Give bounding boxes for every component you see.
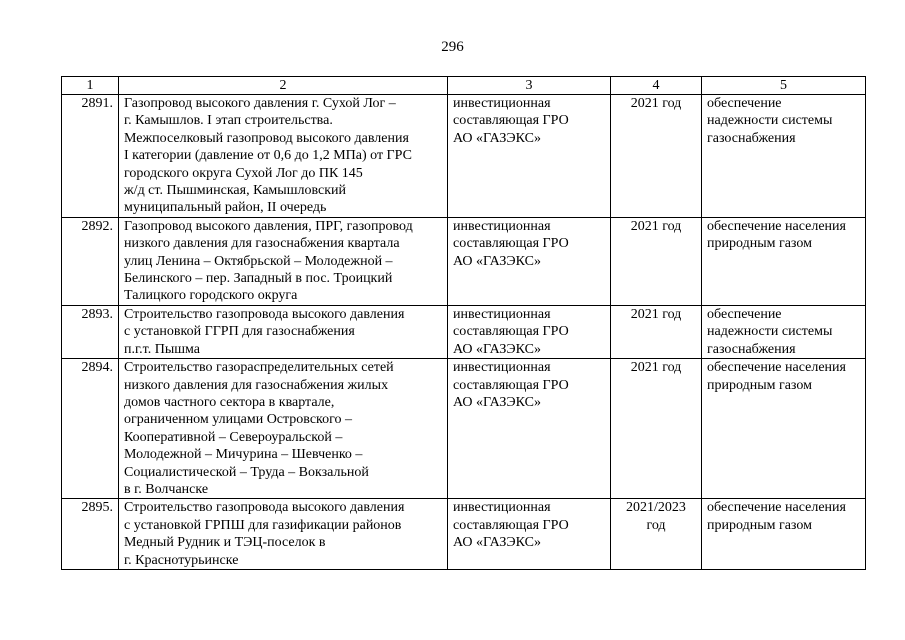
table-row	[62, 359, 866, 499]
funding-source-cell: инвестиционная составляющая ГРО АО «ГАЗЭКС»	[448, 305, 611, 358]
purpose-cell: обеспечение надежности системы газоснабжения	[702, 95, 866, 218]
description-cell: Строительство газопровода высокого давления с установкой ГРПШ для газификации районов Медный Рудник и ТЭЦ-поселок в г. Краснотурьинске	[119, 499, 448, 570]
purpose-cell: обеспечение населения природным газом	[702, 217, 866, 305]
table-body	[62, 95, 866, 570]
year-cell: 2021 год	[611, 95, 702, 218]
row-number-cell: 2891.	[62, 95, 119, 218]
year-cell: 2021 год	[611, 217, 702, 305]
funding-source-cell: инвестиционная составляющая ГРО АО «ГАЗЭКС»	[448, 95, 611, 218]
row-number-cell: 2893.	[62, 305, 119, 358]
table-header-row	[62, 77, 866, 95]
funding-source-cell: инвестиционная составляющая ГРО АО «ГАЗЭКС»	[448, 217, 611, 305]
row-number-cell: 2895.	[62, 499, 119, 570]
document-table	[61, 76, 866, 570]
column-header-2: 2	[119, 77, 448, 95]
description-cell: Газопровод высокого давления, ПРГ, газопровод низкого давления для газоснабжения квартала улиц Ленина – Октябрьской – Молодежной – Белинского – пер. Западный в пос. Троицкий Талицкого городского округа	[119, 217, 448, 305]
purpose-cell: обеспечение населения природным газом	[702, 359, 866, 499]
description-cell: Газопровод высокого давления г. Сухой Лог – г. Камышлов. I этап строительства. Межпоселковый газопровод высокого давления I категории (давление от 0,6 до 1,2 МПа) от ГРС городского округа Сухой Лог до ПК 145 ж/д ст. Пышминская, Камышловский муниципальный район, II очередь	[119, 95, 448, 218]
table-row	[62, 217, 866, 305]
table-row	[62, 305, 866, 358]
column-header-3: 3	[448, 77, 611, 95]
table-row	[62, 95, 866, 218]
purpose-cell: обеспечение надежности системы газоснабжения	[702, 305, 866, 358]
row-number-cell: 2894.	[62, 359, 119, 499]
row-number-cell: 2892.	[62, 217, 119, 305]
column-header-4: 4	[611, 77, 702, 95]
column-header-5: 5	[702, 77, 866, 95]
funding-source-cell: инвестиционная составляющая ГРО АО «ГАЗЭКС»	[448, 499, 611, 570]
funding-source-cell: инвестиционная составляющая ГРО АО «ГАЗЭКС»	[448, 359, 611, 499]
year-cell: 2021 год	[611, 305, 702, 358]
year-cell: 2021 год	[611, 359, 702, 499]
description-cell: Строительство газораспределительных сетей низкого давления для газоснабжения жилых домов частного сектора в квартале, ограниченном улицами Островского – Кооперативной – Североуральской – Молодежной – Мичурина – Шевченко – Социалистической – Труда – Вокзальной в г. Волчанске	[119, 359, 448, 499]
table-row	[62, 499, 866, 570]
description-cell: Строительство газопровода высокого давления с установкой ГГРП для газоснабжения п.г.т. Пышма	[119, 305, 448, 358]
year-cell: 2021/2023 год	[611, 499, 702, 570]
page-number: 296	[441, 39, 464, 55]
column-header-1: 1	[62, 77, 119, 95]
purpose-cell: обеспечение населения природным газом	[702, 499, 866, 570]
